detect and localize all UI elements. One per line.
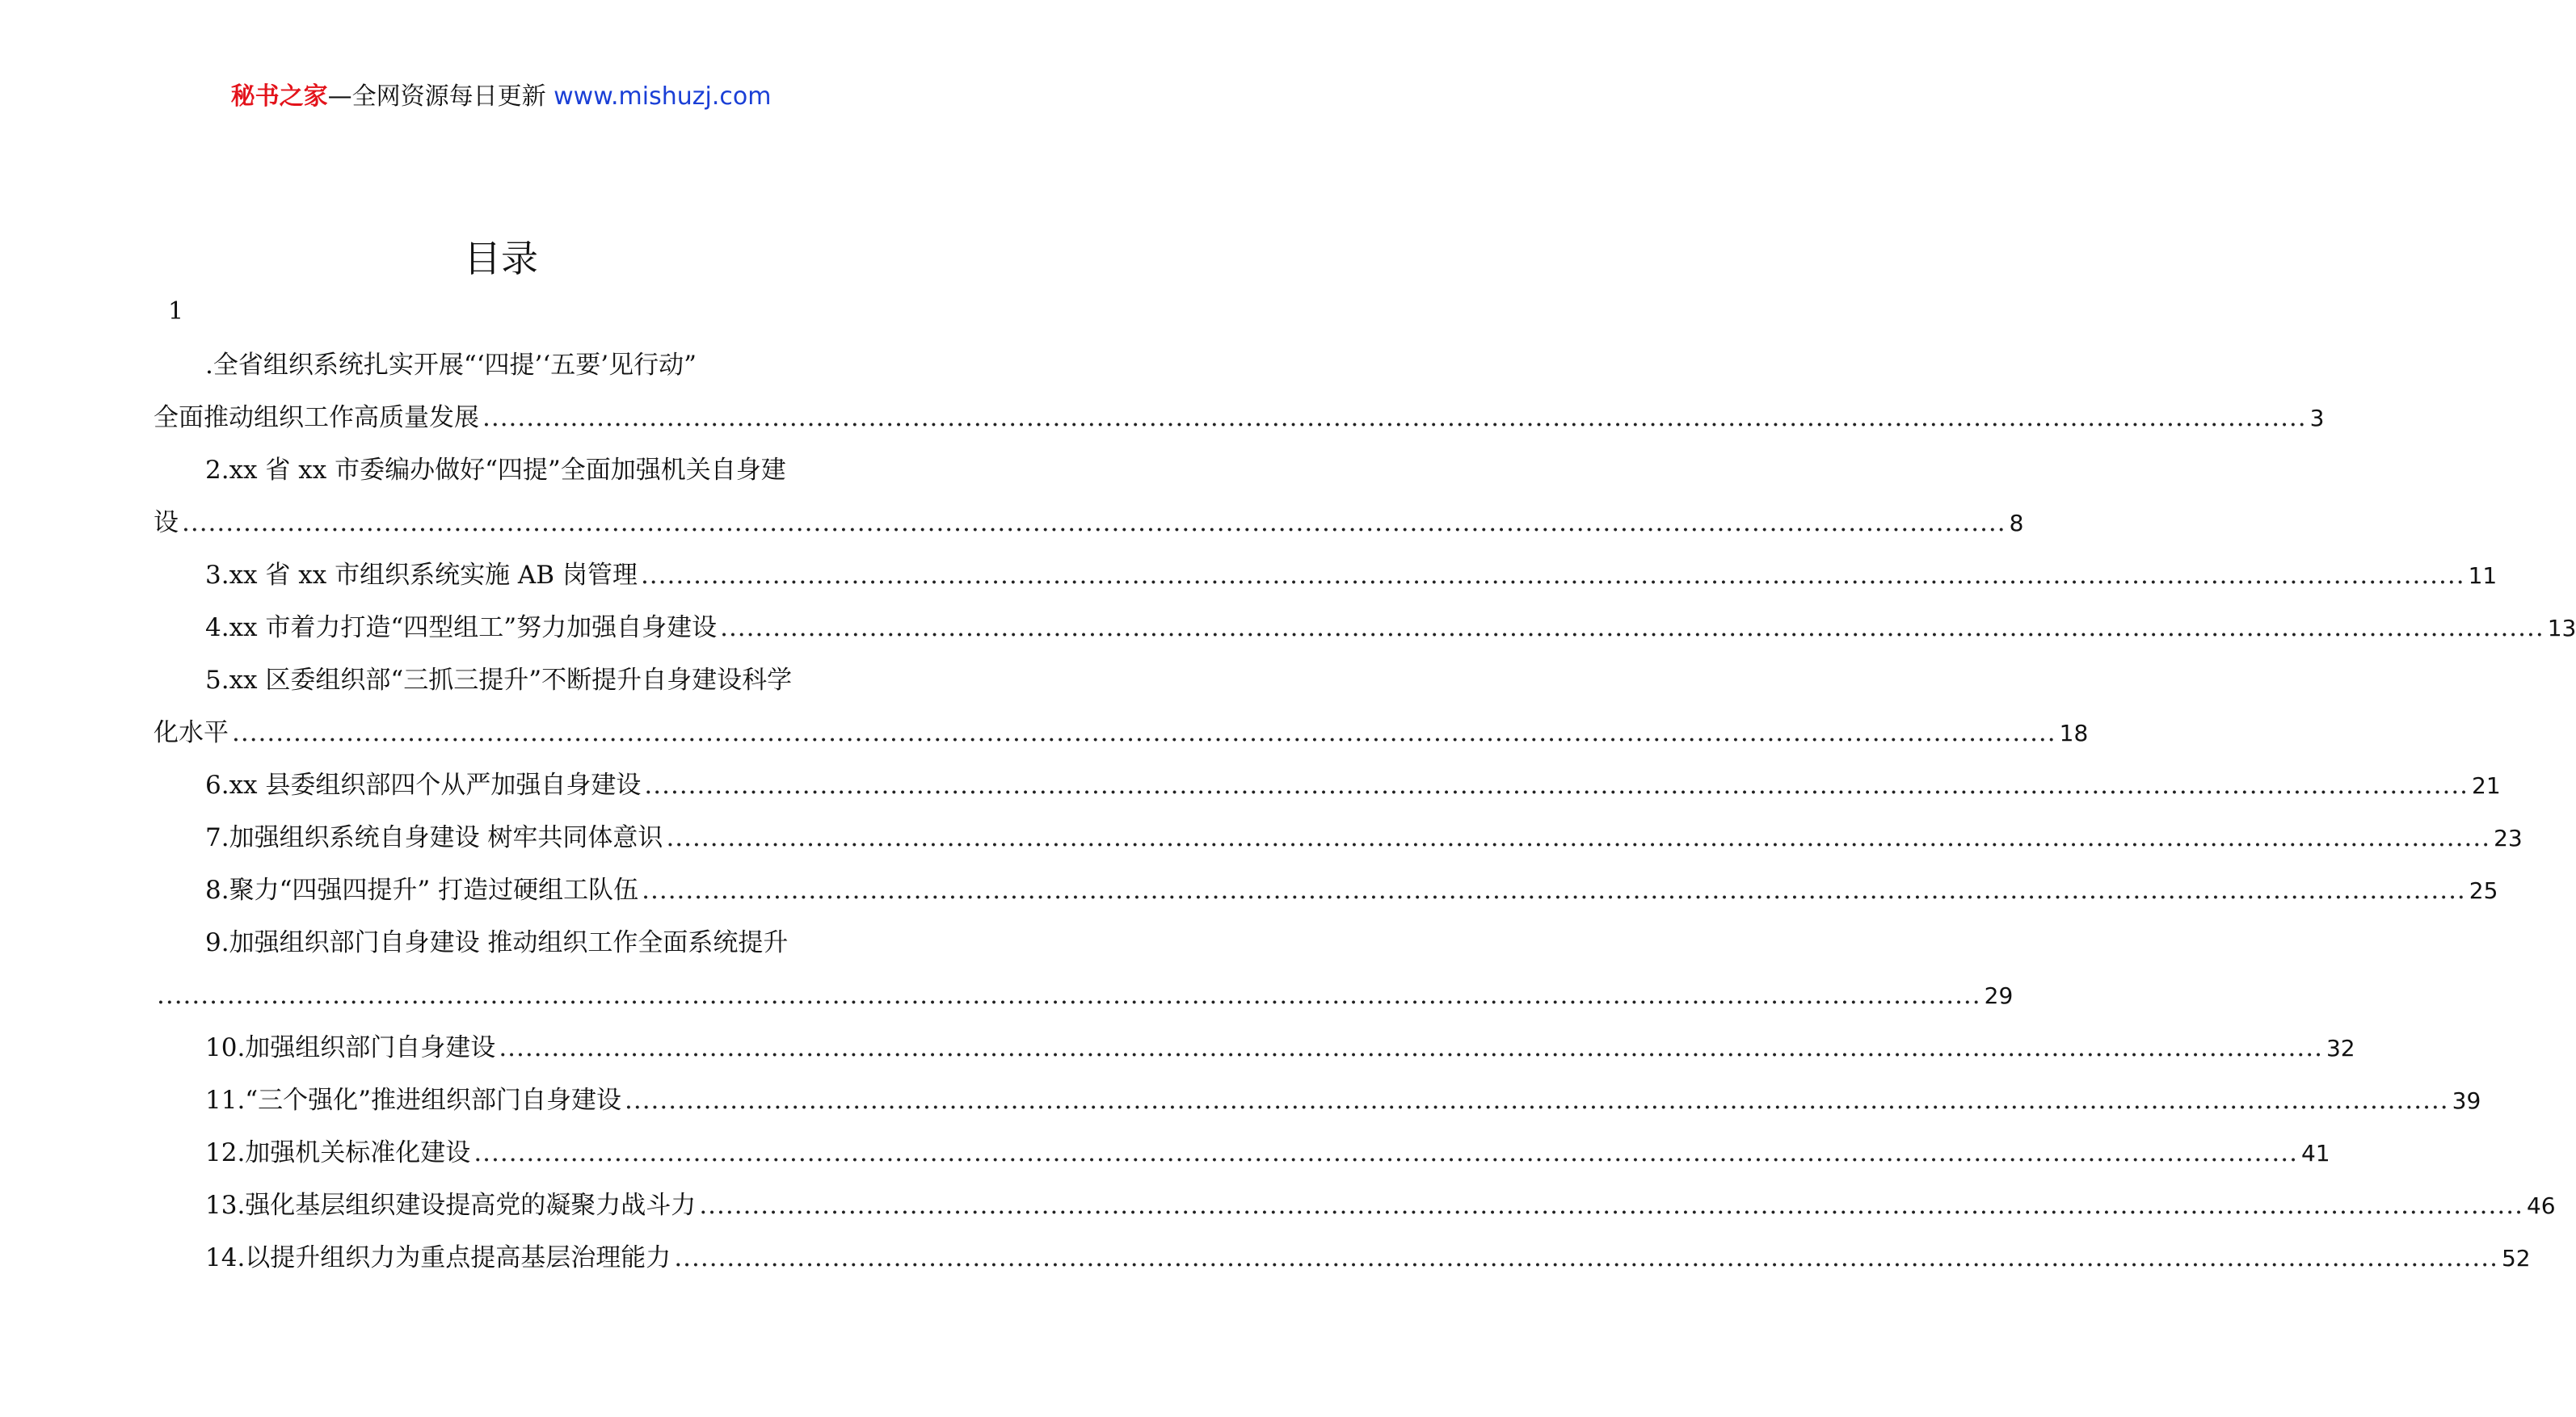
dot-leader <box>625 1074 2449 1127</box>
toc-entry[interactable] <box>154 864 2498 917</box>
dot-leader <box>666 812 2490 864</box>
toc-entry[interactable] <box>154 1232 2531 1285</box>
toc-entry[interactable] <box>154 812 2523 864</box>
dot-leader <box>474 1127 2298 1179</box>
toc-entry-title: 14.以提升组织力为重点提高基层治理能力 <box>205 1243 671 1272</box>
toc-entry-title: 13.强化基层组织建设提高党的凝聚力战斗力 <box>205 1191 697 1220</box>
toc-entry-line <box>154 1232 2531 1285</box>
site-url-link[interactable]: www.mishuzj.com <box>554 82 772 111</box>
toc-entry[interactable] <box>154 1074 2481 1127</box>
toc-entry-title: 8.聚力“四强四提升” 打造过硬组工队伍 <box>205 876 639 905</box>
toc-entry[interactable] <box>154 339 2325 444</box>
dot-leader <box>699 1179 2523 1232</box>
dot-leader <box>674 1232 2498 1285</box>
toc-page-number: 23 <box>2494 825 2523 851</box>
toc-entry-title: 3.xx 省 xx 市组织系统实施 AB 岗管理 <box>205 561 638 590</box>
toc-page-number: 8 <box>2009 510 2024 536</box>
toc-entry-line <box>154 969 2014 1022</box>
toc-entry-line <box>154 864 2498 917</box>
brand-name: 秘书之家 <box>230 82 328 111</box>
toc-page-number: 29 <box>1984 982 2014 1009</box>
toc-entry-title: 化水平 <box>154 718 229 747</box>
toc-entry[interactable] <box>154 444 2024 549</box>
toc-entry-line <box>154 707 2089 759</box>
toc-entry-title: 10.加强组织部门自身建设 <box>205 1033 496 1062</box>
toc-entry[interactable] <box>154 917 2014 1022</box>
dot-leader <box>641 549 2465 602</box>
toc-page-number: 13 <box>2547 615 2576 641</box>
toc-entry-title: 全面推动组织工作高质量发展 <box>154 403 479 432</box>
dot-leader <box>157 969 1981 1022</box>
dot-leader <box>232 707 2056 759</box>
toc-entry-title: 设 <box>154 508 179 537</box>
toc-entry-line <box>154 1127 2330 1179</box>
toc-entry[interactable] <box>154 602 2576 654</box>
toc-page-number: 18 <box>2059 720 2089 746</box>
toc-entry[interactable] <box>154 1179 2556 1232</box>
dot-leader <box>644 759 2469 812</box>
toc-entry-title: 5.xx 区委组织部“三抓三提升”不断提升自身建设科学 <box>205 666 793 695</box>
toc-entry-title: 6.xx 县委组织部四个从严加强自身建设 <box>205 771 642 800</box>
toc-entry-title: 12.加强机关标准化建设 <box>205 1138 471 1167</box>
toc-entry-line <box>154 497 2024 549</box>
toc-entry-line <box>154 1074 2481 1127</box>
toc-page-number: 39 <box>2452 1087 2481 1114</box>
toc-entry-line <box>154 549 2498 602</box>
toc-entry-title: 4.xx 市着力打造“四型组工”努力加强自身建设 <box>205 613 718 642</box>
toc-entry-title: 2.xx 省 xx 市委编办做好“四提”全面加强机关自身建 <box>205 456 786 485</box>
dot-leader <box>182 497 2006 549</box>
toc-entry-line <box>154 759 2501 812</box>
toc-entry-title: 11.“三个强化”推进组织部门自身建设 <box>205 1086 621 1115</box>
toc-entry-line <box>154 1022 2355 1074</box>
toc-entry-line <box>154 1179 2556 1232</box>
toc-entry-title: 9.加强组织部门自身建设 推动组织工作全面系统提升 <box>205 928 789 957</box>
toc-entry[interactable] <box>154 759 2501 812</box>
toc-page-number: 3 <box>2309 405 2325 431</box>
table-of-contents <box>154 339 2576 1285</box>
toc-number: 1 <box>168 297 184 326</box>
toc-entry[interactable] <box>154 1022 2355 1074</box>
toc-entry[interactable] <box>154 1127 2330 1179</box>
toc-entry-line <box>154 602 2576 654</box>
toc-page-number: 46 <box>2526 1192 2556 1219</box>
toc-entry-title: .全省组织系统扎实开展“‘四提’‘五要’见行动” <box>205 351 697 380</box>
toc-page-number: 41 <box>2300 1140 2330 1167</box>
dot-leader <box>499 1022 2323 1074</box>
dot-leader <box>720 602 2544 654</box>
toc-page-number: 11 <box>2468 562 2498 589</box>
toc-entry[interactable] <box>154 549 2498 602</box>
dot-leader <box>482 392 2307 444</box>
page-title: 目录 <box>464 237 538 280</box>
toc-page-number: 32 <box>2326 1035 2355 1062</box>
site-header <box>0 81 1002 113</box>
toc-entry-line <box>154 812 2523 864</box>
toc-page-number: 25 <box>2469 877 2498 904</box>
toc-entry-title: 7.加强组织系统自身建设 树牢共同体意识 <box>205 823 663 852</box>
header-slogan: —全网资源每日更新 <box>327 82 546 111</box>
toc-entry[interactable] <box>154 654 2089 759</box>
toc-page-number: 21 <box>2472 772 2501 799</box>
toc-entry-line <box>154 392 2325 444</box>
toc-page-number: 52 <box>2501 1245 2531 1272</box>
dot-leader <box>642 864 2466 917</box>
